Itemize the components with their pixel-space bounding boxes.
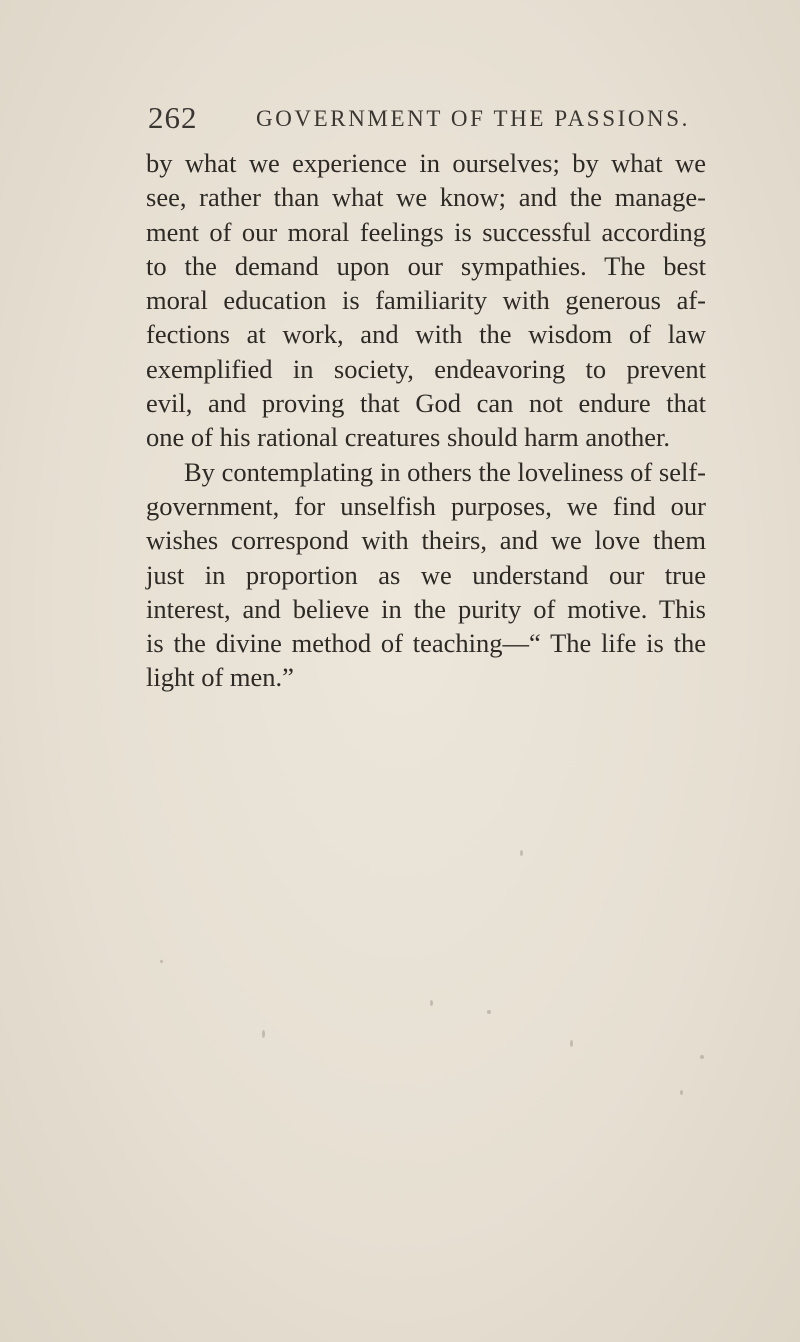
text-line: one of his rational creatures should harm another. (146, 422, 670, 453)
text-line: just in proportion as we understand our true (146, 559, 706, 590)
paper-speck (160, 960, 163, 963)
text-line: to the demand upon our sympathies. The best (146, 250, 706, 281)
paper-speck (487, 1010, 491, 1014)
text-line: exemplified in society, endeavoring to prevent (146, 353, 706, 384)
text-line: is the divine method of teaching—“ The life is the (146, 628, 706, 659)
text-line: ment of our moral feelings is successful according (146, 216, 706, 247)
text-line: moral education is familiarity with generous af- (146, 285, 706, 316)
text-line: wishes correspond with theirs, and we love them (146, 525, 706, 556)
text-line: evil, and proving that God can not endure that (146, 388, 706, 419)
paper-speck (570, 1040, 573, 1047)
paper-speck (700, 1055, 704, 1059)
text-line: interest, and believe in the purity of motive. This (146, 593, 706, 624)
text-line: government, for unselfish purposes, we find our (146, 490, 706, 521)
running-head (148, 100, 708, 140)
text-line-paragraph-start: By contemplating in others the loveliness of self- (184, 456, 706, 487)
text-line: by what we experience in ourselves; by what we (146, 148, 706, 178)
paper-speck (430, 1000, 433, 1006)
text-line: see, rather than what we know; and the manage- (146, 182, 706, 213)
page-number: 262 (148, 100, 198, 135)
text-line: fections at work, and with the wisdom of law (146, 319, 706, 350)
paper-speck (262, 1030, 265, 1038)
paper-speck (680, 1090, 683, 1095)
body-text (146, 146, 706, 695)
paper-speck (520, 850, 523, 856)
text-line: light of men.” (146, 662, 294, 693)
running-title: GOVERNMENT OF THE PASSIONS. (256, 106, 691, 131)
